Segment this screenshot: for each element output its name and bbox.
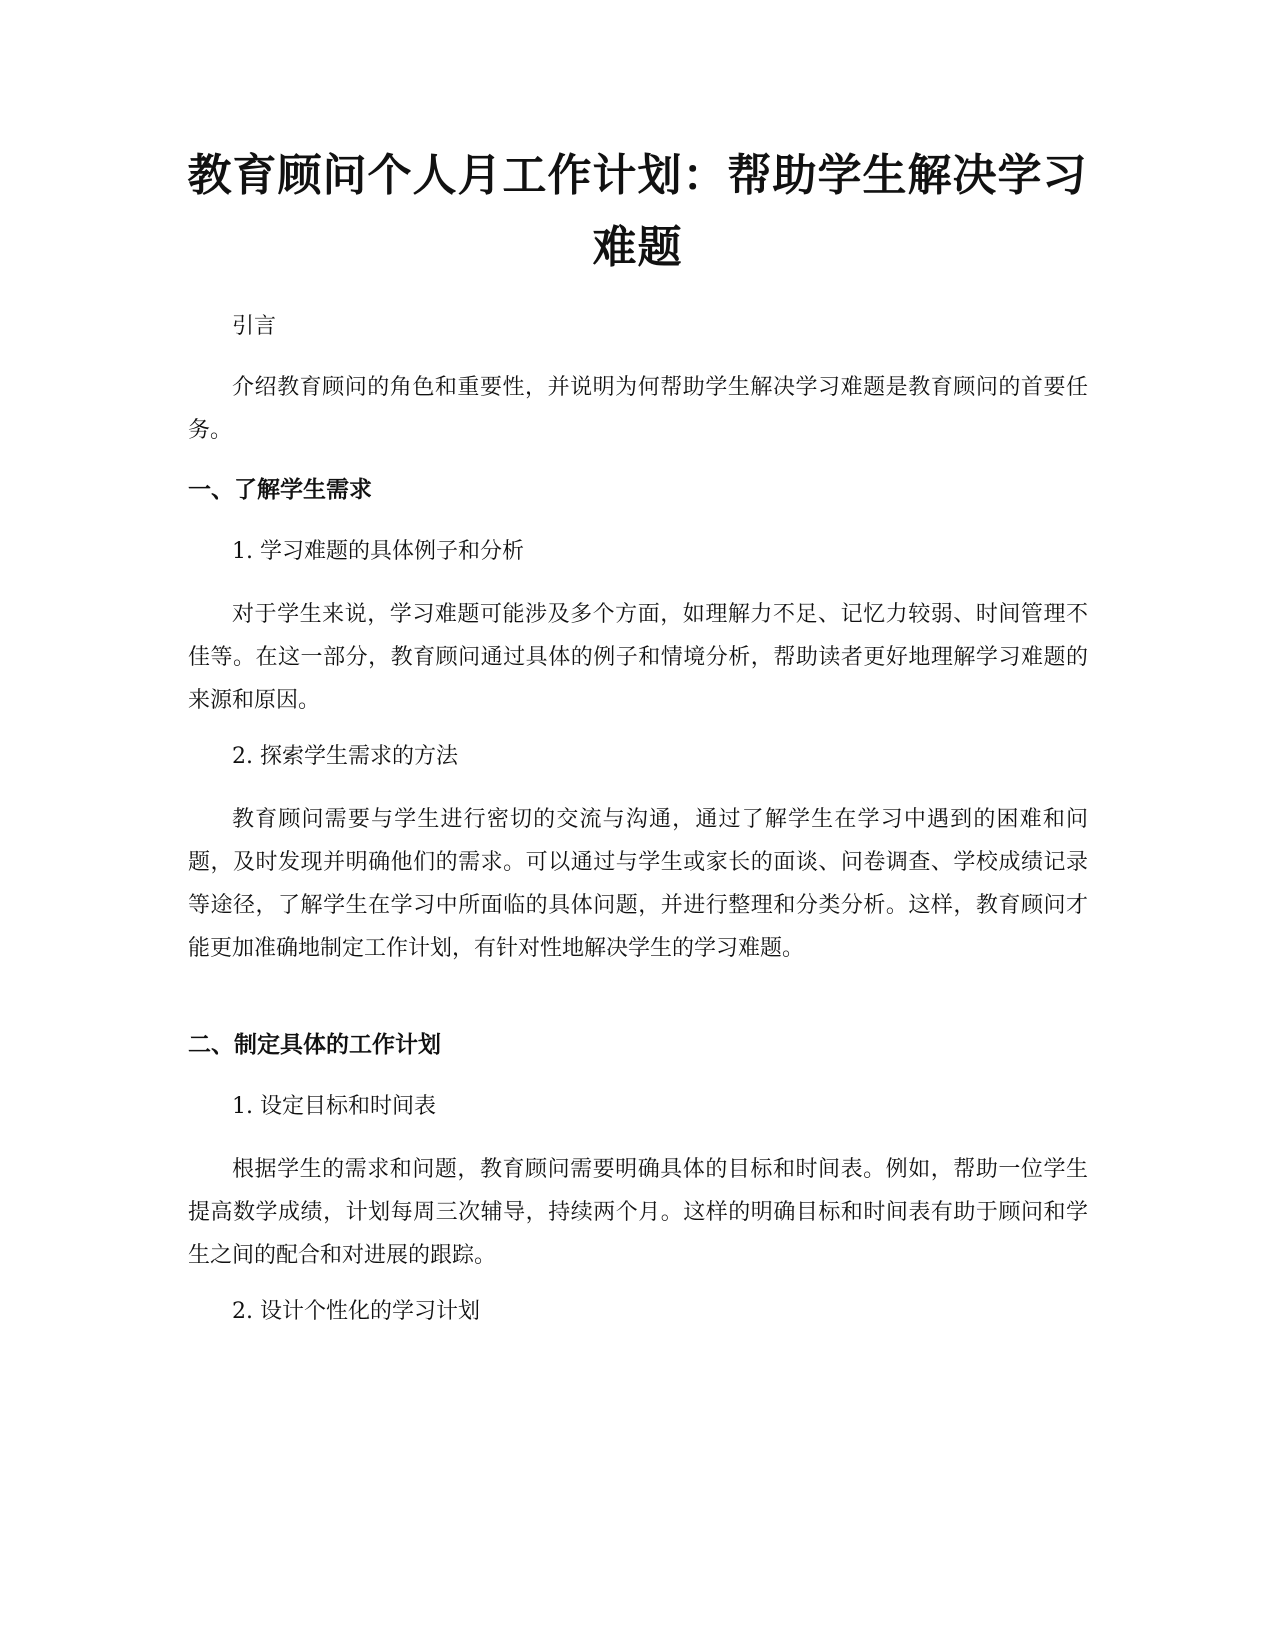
section1-sub2-paragraph: 教育顾问需要与学生进行密切的交流与沟通，通过了解学生在学习中遇到的困难和问题，及时发现并明确他们的需求。可以通过与学生或家长的面谈、问卷调查、学校成绩记录等途径，了解学生在学习中所面临的具体问题，并进行整理和分类分析。这样，教育顾问才能更加准确地制定工作计划，有针对性地解决学生的学习难题。 [188, 807, 1088, 961]
section2-heading-block [188, 1024, 1088, 1067]
section1-sub1-label-block [188, 530, 1088, 573]
section2-sub2-label: 2. 设计个性化的学习计划 [232, 1299, 480, 1324]
section1-heading-block [188, 469, 1088, 512]
intro-label: 引言 [232, 314, 277, 339]
section1-sub1-label: 1. 学习难题的具体例子和分析 [232, 539, 524, 564]
section1-sub1-paragraph: 对于学生来说，学习难题可能涉及多个方面，如理解力不足、记忆力较弱、时间管理不佳等。在这一部分，教育顾问通过具体的例子和情境分析，帮助读者更好地理解学习难题的来源和原因。 [188, 602, 1088, 713]
intro-paragraph: 介绍教育顾问的角色和重要性，并说明为何帮助学生解决学习难题是教育顾问的首要任务。 [188, 375, 1088, 443]
section2-sub1-paragraph: 根据学生的需求和问题，教育顾问需要明确具体的目标和时间表。例如，帮助一位学生提高数学成绩，计划每周三次辅导，持续两个月。这样的明确目标和时间表有助于顾问和学生之间的配合和对进展的跟踪。 [188, 1157, 1088, 1268]
section2-sub2-label-block [188, 1290, 1088, 1333]
section2-heading: 二、制定具体的工作计划 [188, 1032, 441, 1058]
intro-label-block [188, 305, 1088, 348]
section1-sub2-label-block [188, 735, 1088, 778]
section1-sub2-paragraph-block [188, 798, 1088, 970]
section1-sub1-paragraph-block [188, 593, 1088, 722]
section2-sub1-label-block [188, 1085, 1088, 1128]
section2-sub1-paragraph-block [188, 1148, 1088, 1277]
section1-heading: 一、了解学生需求 [188, 477, 372, 503]
section2-sub1-label: 1. 设定目标和时间表 [232, 1094, 436, 1119]
section1-sub2-label: 2. 探索学生需求的方法 [232, 744, 458, 769]
intro-paragraph-block [188, 366, 1088, 452]
document-title: 教育顾问个人月工作计划：帮助学生解决学习难题 [187, 150, 1088, 273]
